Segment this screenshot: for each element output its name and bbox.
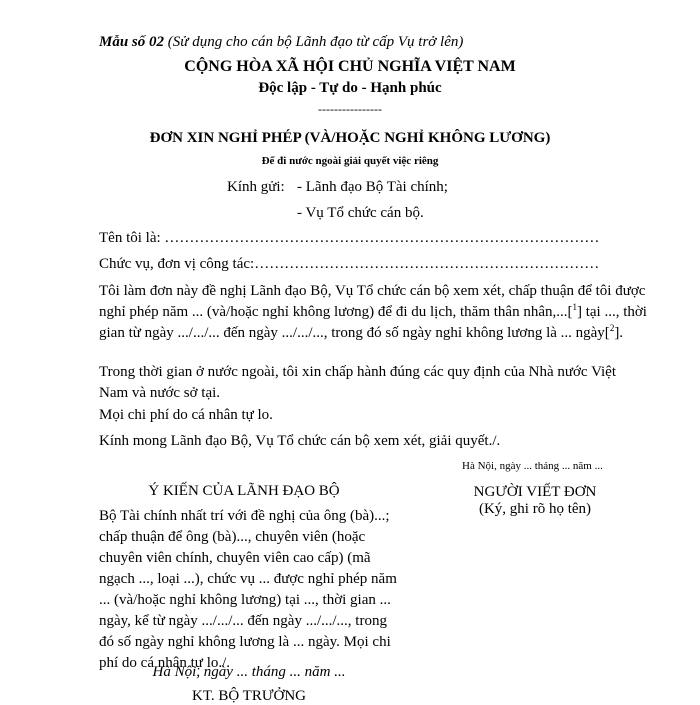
name-field: Tên tôi là: …………………………………………………………………………… [99,230,600,246]
subtitle: Để đi nước ngoài giải quyết việc riêng [261,155,439,167]
form-number: Mẫu số 02 [99,34,165,50]
page-title: ĐƠN XIN NGHỈ PHÉP (VÀ/HOẶC NGHỈ KHÔNG LƯƠNG) [149,130,551,146]
country-name: CỘNG HÒA XÃ HỘI CHỦ NGHĨA VIỆT NAM [184,58,516,75]
body-paragraph-3: Mọi chi phí do cá nhân tự lo. [99,407,273,423]
applicant-heading: NGƯỜI VIẾT ĐƠN [473,484,597,500]
p1-part-a: Tôi làm đơn này đề nghị Lãnh đạo Bộ, Vụ Tổ chức cán bộ xem xét, chấp thuận để tôi được nghỉ phép năm ... (và/hoặc nghỉ không lương) để đi du lịch, thăm thân nhân,...[ [99,283,646,320]
recipient-line-1: - Lãnh đạo Bộ Tài chính; [297,179,448,195]
leadership-signer: KT. BỘ TRƯỞNG [191,688,306,704]
header-divider: ---------------- [318,102,382,116]
form-label [99,34,463,51]
footnote-ref-2: 2 [609,323,615,333]
body-paragraph-2: Trong thời gian ở nước ngoài, tôi xin chấp hành đúng các quy định của Nhà nước Việt Nam và nước sở tại. [99,364,616,401]
date-line-right: Hà Nội, ngày ... tháng ... năm ... [462,460,603,472]
p1-part-c: ]. [614,325,624,341]
leadership-date: Hà Nội, ngày ... tháng ... năm ... [152,664,346,680]
body-paragraph-4: Kính mong Lãnh đạo Bộ, Vụ Tổ chức cán bộ xem xét, giải quyết./. [99,433,501,449]
recipient-line-2: - Vụ Tổ chức cán bộ. [297,205,424,221]
position-field: Chức vụ, đơn vị công tác:…………………………………………………………… [99,256,600,272]
body-paragraph-1 [99,281,647,344]
p1-part-b: ] tại ..., thời gian từ ngày .../.../... đến ngày .../.../..., trong đó số ngày nghỉ không lương là ... ngày[ [99,304,647,341]
form-usage-note: (Sử dụng cho cán bộ Lãnh đạo từ cấp Vụ trở lên) [164,34,464,50]
leadership-opinion-heading: Ý KIẾN CỦA LÃNH ĐẠO BỘ [148,483,340,499]
recipient-label: Kính gửi: [227,179,285,195]
motto: Độc lập - Tự do - Hạnh phúc [258,80,442,96]
applicant-sign-note: (Ký, ghi rõ họ tên) [478,501,592,517]
leadership-opinion-text: Bộ Tài chính nhất trí với đề nghị của ông (bà)...; chấp thuận để ông (bà)..., chuyên viên (hoặc chuyên viên chính, chuyên viên cao cấp) (mã ngạch ..., loại ...), chức vụ ... được nghỉ phép năm ... (và/hoặc nghỉ không lương) tại ..., thời gian ... ngày, kể từ ngày .../.../... đến ngày .../.../..., trong đó số ngày nghỉ không lương là ... ngày. Mọi chi phí do cá nhân tự lo./. [99,508,397,671]
footnote-ref-1: 1 [572,302,577,312]
